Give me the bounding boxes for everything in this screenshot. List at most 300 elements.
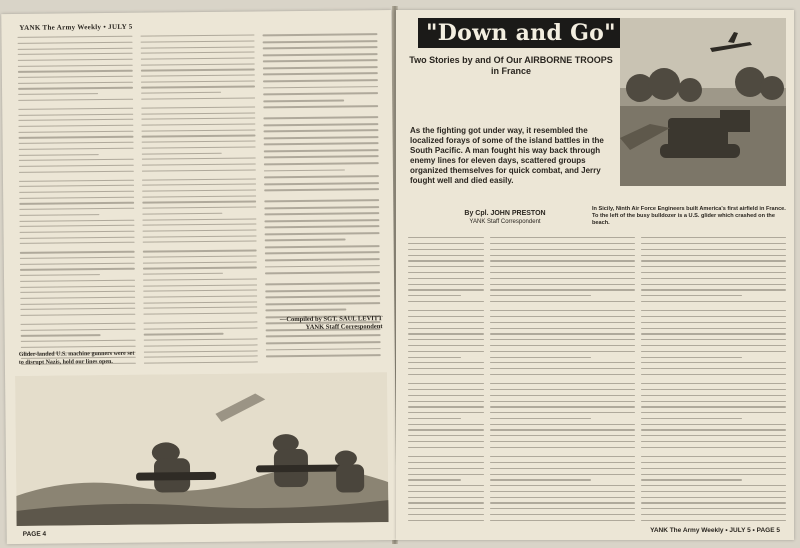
text-line (142, 178, 257, 180)
text-line (263, 60, 378, 63)
text-line (263, 66, 378, 69)
text-line (641, 351, 786, 352)
text-line (408, 418, 461, 419)
text-line (266, 295, 381, 298)
text-line (263, 40, 378, 43)
text-line (264, 193, 379, 197)
text-line (641, 401, 786, 402)
text-line (21, 346, 136, 348)
text-line (408, 374, 484, 375)
text-line (641, 322, 786, 323)
text-column (408, 236, 484, 526)
text-line (490, 520, 635, 521)
text-line (265, 258, 380, 261)
text-line (18, 87, 133, 89)
text-line (142, 224, 257, 226)
text-line (264, 156, 379, 159)
text-line (265, 282, 380, 285)
text-line (19, 219, 134, 221)
text-line (641, 305, 786, 307)
text-line (641, 272, 786, 273)
text-line (490, 441, 635, 442)
text-line (641, 451, 786, 453)
text-line (18, 70, 133, 72)
text-column (140, 33, 258, 364)
text-line (266, 335, 381, 338)
text-line (19, 202, 134, 204)
text-line (18, 76, 133, 78)
text-line (641, 441, 786, 442)
text-line (142, 218, 257, 220)
text-line (142, 213, 222, 215)
text-line (408, 485, 484, 486)
text-line (19, 191, 134, 193)
text-line (20, 323, 135, 325)
text-line (143, 333, 223, 335)
text-line (19, 142, 134, 144)
text-line (641, 468, 786, 469)
text-line (408, 301, 484, 302)
text-line (408, 406, 484, 407)
text-line (641, 374, 786, 375)
text-line (641, 249, 786, 250)
text-line (20, 308, 135, 310)
text-line (142, 163, 257, 165)
text-line (490, 374, 635, 375)
text-line (265, 226, 380, 229)
text-line (408, 474, 484, 475)
text-line (264, 169, 344, 172)
text-line (490, 514, 635, 515)
text-line (408, 305, 484, 307)
text-line (265, 271, 380, 274)
text-line (19, 214, 99, 216)
text-line (263, 53, 378, 56)
image-caption: Glider-landed U.S. machine gunners were set to disrupt Nazis, hold our lines open. (18, 350, 135, 366)
text-line (408, 295, 461, 296)
text-line (19, 170, 134, 172)
page-number-right: YANK The Army Weekly • JULY 5 • PAGE 5 (650, 527, 780, 534)
text-line (18, 82, 133, 84)
text-line (490, 389, 635, 390)
text-line (408, 237, 484, 238)
text-line (408, 462, 484, 463)
text-line (408, 260, 484, 261)
byline-role: YANK Staff Correspondent (469, 219, 541, 225)
text-line (143, 322, 258, 324)
right-text-columns (408, 236, 786, 526)
text-line (490, 412, 635, 413)
text-line (19, 175, 134, 178)
text-line (20, 257, 135, 259)
text-line (641, 357, 743, 358)
text-line (143, 344, 258, 346)
text-line (142, 256, 257, 258)
text-line (20, 236, 135, 238)
text-line (408, 345, 484, 346)
text-line (641, 301, 786, 302)
text-line (408, 243, 484, 244)
text-line (144, 361, 259, 363)
text-line (19, 148, 134, 150)
text-line (641, 474, 786, 475)
running-head: YANK The Army Weekly • JULY 5 (19, 22, 133, 32)
text-line (641, 418, 743, 419)
text-line (641, 491, 786, 492)
text-line (263, 33, 378, 36)
text-line (490, 468, 635, 469)
text-line (641, 435, 786, 436)
text-line (19, 185, 134, 187)
text-line (490, 474, 635, 475)
text-line (142, 190, 257, 192)
text-line (143, 261, 258, 263)
text-line (141, 69, 256, 71)
text-line (490, 316, 635, 317)
text-line (141, 141, 256, 143)
text-line (490, 322, 635, 323)
text-line (490, 406, 635, 407)
text-line (408, 389, 484, 390)
text-line (408, 328, 484, 329)
text-line (20, 251, 135, 253)
text-line (265, 252, 380, 255)
text-line (490, 272, 635, 273)
text-line (17, 36, 132, 38)
credit-role: YANK Staff Correspondent (305, 323, 383, 331)
text-line (490, 508, 635, 509)
text-line (490, 462, 635, 463)
text-line (490, 479, 592, 480)
text-line (641, 255, 786, 256)
text-line (641, 497, 786, 498)
page-number-left: PAGE 4 (22, 530, 47, 538)
text-line (141, 75, 256, 77)
article-title: "Down and Go" (418, 18, 624, 48)
text-line (140, 35, 255, 37)
text-line (18, 42, 133, 44)
text-line (641, 479, 743, 480)
text-line (265, 245, 380, 248)
text-line (641, 406, 786, 407)
text-line (641, 412, 786, 413)
text-line (490, 362, 635, 363)
text-line (18, 53, 133, 55)
text-line (19, 196, 134, 198)
text-line (265, 212, 380, 215)
text-line (18, 103, 133, 106)
text-line (490, 255, 635, 256)
text-column (17, 35, 135, 366)
text-line (641, 295, 743, 296)
text-line (641, 333, 786, 334)
byline: By Cpl. JOHN PRESTON (464, 210, 546, 217)
text-line (18, 93, 98, 95)
text-line (408, 395, 484, 396)
text-line (142, 195, 257, 197)
text-line (490, 418, 592, 419)
text-line (141, 102, 256, 105)
text-line (490, 447, 635, 448)
text-line (20, 285, 135, 287)
text-line (266, 309, 346, 312)
text-line (263, 79, 378, 82)
credit-name: —Compiled by SGT. SAUL LEVITT (279, 315, 383, 324)
text-line (20, 302, 135, 304)
text-line (408, 447, 484, 448)
text-line (140, 46, 255, 48)
text-line (490, 278, 635, 279)
text-line (18, 130, 133, 132)
text-line (20, 280, 135, 282)
text-line (641, 447, 786, 448)
text-line (265, 199, 380, 202)
text-line (641, 328, 786, 329)
text-line (143, 284, 258, 286)
text-line (19, 165, 134, 167)
text-line (144, 356, 259, 358)
text-line (265, 232, 380, 235)
text-line (408, 520, 484, 521)
text-line (408, 401, 484, 402)
text-line (140, 52, 255, 54)
right-page (396, 10, 794, 540)
text-line (263, 92, 378, 95)
text-line (20, 314, 135, 316)
text-line (265, 239, 345, 242)
text-column (641, 236, 786, 526)
text-line (264, 175, 379, 178)
text-line (19, 154, 99, 156)
text-line (641, 456, 786, 457)
text-line (263, 73, 378, 76)
text-line (408, 272, 484, 273)
text-line (408, 289, 484, 290)
text-line (490, 435, 635, 436)
text-line (19, 179, 134, 181)
text-line (264, 143, 379, 146)
text-line (264, 105, 379, 108)
text-line (141, 106, 256, 108)
text-line (641, 243, 786, 244)
photo-caption: In Sicily, Ninth Air Force Engineers built America's first airfield in France. To the left of the busy bulldozer is a U.S. glider which crashed on the beach. (592, 206, 786, 226)
text-line (490, 424, 635, 425)
text-line (141, 124, 256, 126)
text-line (408, 491, 484, 492)
text-line (264, 136, 379, 139)
text-line (21, 329, 136, 331)
text-line (490, 243, 635, 244)
text-line (408, 333, 484, 334)
text-line (641, 424, 786, 425)
text-line (142, 250, 257, 252)
text-line (490, 301, 635, 302)
text-line (266, 341, 381, 344)
text-line (641, 339, 786, 340)
text-line (264, 129, 379, 132)
text-line (143, 278, 258, 280)
text-line (408, 456, 484, 457)
airfield-photo (620, 18, 786, 186)
text-line (140, 63, 255, 65)
article-intro: As the fighting got under way, it resembled the localized forays of some of the island battles in the South Pacific. A man fought his way back through enemy lines for eleven days, scattered groups organized themselves for quick combat, and Jerry fought well and died easily. (410, 126, 604, 185)
text-line (490, 383, 635, 384)
text-line (18, 108, 133, 110)
text-line (490, 284, 635, 285)
text-line (408, 497, 484, 498)
text-line (408, 362, 484, 363)
text-line (143, 267, 258, 269)
text-line (408, 368, 484, 369)
text-line (19, 225, 134, 227)
text-line (490, 237, 635, 238)
text-line (490, 333, 635, 334)
text-line (20, 297, 135, 299)
text-line (142, 184, 257, 186)
text-line (641, 462, 786, 463)
text-line (408, 412, 484, 413)
text-line (18, 125, 133, 127)
text-line (490, 310, 635, 311)
text-line (641, 378, 786, 380)
text-line (20, 246, 135, 249)
text-line (490, 339, 635, 340)
text-line (264, 123, 379, 126)
text-line (641, 368, 786, 369)
text-line (142, 241, 257, 243)
text-line (490, 485, 635, 486)
text-line (641, 485, 786, 486)
text-line (641, 524, 786, 526)
text-line (490, 295, 592, 296)
text-line (264, 111, 379, 115)
text-line (266, 348, 381, 351)
text-line (18, 59, 133, 61)
text-line (490, 451, 635, 453)
text-line (490, 289, 635, 290)
text-line (20, 242, 135, 244)
text-line (19, 159, 134, 161)
text-line (140, 40, 255, 42)
text-line (641, 514, 786, 515)
text-line (408, 310, 484, 311)
text-line (408, 339, 484, 340)
text-line (641, 389, 786, 390)
text-line (266, 359, 381, 363)
text-line (141, 92, 221, 94)
text-line (141, 112, 256, 114)
text-line (408, 378, 484, 380)
text-line (143, 307, 258, 309)
text-line (143, 301, 258, 303)
text-line (20, 291, 135, 293)
text-line (18, 64, 133, 66)
text-line (266, 354, 381, 357)
text-line (408, 383, 484, 384)
text-line (143, 350, 258, 352)
text-line (490, 429, 635, 430)
text-line (141, 118, 256, 120)
text-line (265, 265, 380, 268)
text-line (641, 310, 786, 311)
left-page (1, 10, 397, 544)
text-line (142, 235, 257, 237)
text-line (20, 231, 135, 233)
text-line (641, 316, 786, 317)
text-line (143, 327, 258, 329)
text-line (641, 237, 786, 238)
text-line (143, 290, 258, 292)
text-line (141, 135, 256, 137)
text-line (408, 322, 484, 323)
text-line (641, 266, 786, 267)
text-line (641, 383, 786, 384)
text-line (641, 395, 786, 396)
text-line (265, 219, 380, 222)
text-line (490, 249, 635, 250)
text-line (490, 378, 635, 380)
text-line (20, 318, 135, 321)
compiled-credit (262, 315, 382, 332)
text-line (264, 188, 379, 191)
text-line (490, 491, 635, 492)
text-line (641, 362, 786, 363)
text-line (142, 169, 257, 171)
text-line (141, 152, 221, 154)
text-line (490, 401, 635, 402)
text-line (264, 162, 379, 165)
text-line (408, 502, 484, 503)
text-line (408, 451, 484, 453)
text-line (266, 302, 381, 305)
text-line (408, 424, 484, 425)
text-line (408, 441, 484, 442)
text-line (490, 260, 635, 261)
text-column (263, 32, 381, 363)
text-line (18, 113, 133, 115)
text-line (408, 468, 484, 469)
text-line (265, 206, 380, 209)
text-line (408, 479, 461, 480)
text-line (641, 508, 786, 509)
text-line (20, 262, 135, 264)
text-line (408, 255, 484, 256)
text-line (641, 520, 786, 521)
text-line (490, 305, 635, 307)
article-subtitle: Two Stories by and Of Our AIRBORNE TROOPS in France (409, 55, 613, 76)
text-line (18, 47, 133, 49)
text-line (141, 97, 256, 99)
text-line (408, 284, 484, 285)
text-line (641, 260, 786, 261)
text-line (408, 514, 484, 515)
text-line (641, 502, 786, 503)
text-line (490, 502, 635, 503)
text-line (264, 116, 379, 119)
text-line (20, 274, 100, 276)
text-line (140, 57, 255, 59)
text-line (408, 266, 484, 267)
text-line (408, 429, 484, 430)
text-line (142, 207, 257, 209)
text-line (21, 340, 136, 342)
text-line (490, 395, 635, 396)
text-line (490, 524, 635, 526)
text-line (263, 47, 378, 50)
text-line (408, 508, 484, 509)
text-line (141, 129, 256, 131)
text-line (263, 86, 378, 89)
